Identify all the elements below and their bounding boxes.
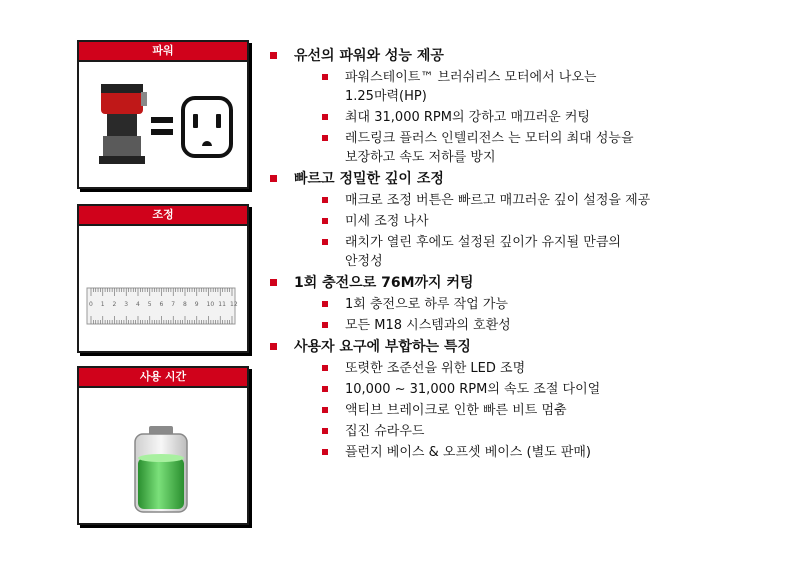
power-card [77, 40, 249, 189]
ruler-icon [79, 226, 243, 351]
router-equals-outlet-illustration [79, 62, 243, 187]
bullet-marker-icon [270, 175, 277, 182]
feature-item [270, 422, 770, 441]
feature-item-line: 최대 31,000 RPM의 강하고 매끄러운 커팅 [345, 110, 590, 125]
bullet-marker-icon [322, 386, 328, 392]
feature-item-line: 래치가 열린 후에도 설정된 깊이가 유지될 만큼의 [345, 235, 621, 250]
bullet-marker-icon [322, 365, 328, 371]
feature-item-line: 보장하고 속도 저하를 방지 [345, 150, 496, 165]
feature-item-line: 안정성 [345, 254, 383, 269]
svg-text:9: 9 [194, 301, 199, 308]
runtime-card-title: 사용 시간 [79, 368, 247, 388]
power-outlet-icon [183, 98, 231, 156]
feature-item-line: 레드링크 플러스 인텔리전스 는 모터의 최대 성능을 [345, 131, 634, 146]
bullet-marker-icon [322, 197, 328, 203]
svg-text:3: 3 [124, 301, 129, 308]
svg-text:5: 5 [147, 301, 152, 308]
feature-item-line: 또렷한 조준선을 위한 LED 조명 [345, 361, 526, 376]
power-card-title: 파워 [79, 42, 247, 62]
svg-text:6: 6 [159, 301, 164, 308]
feature-item-line: 매크로 조정 버튼은 빠르고 매끄러운 깊이 설정을 제공 [345, 193, 651, 208]
section-title: 빠르고 정밀한 깊이 조정 [294, 171, 444, 187]
feature-item [270, 233, 770, 271]
svg-text:1: 1 [100, 301, 105, 308]
feature-item-line: 파워스테이트™ 브러쉬리스 모터에서 나오는 [345, 70, 597, 85]
bullet-marker-icon [322, 301, 328, 307]
section-title: 1회 충전으로 76M까지 커팅 [294, 275, 474, 291]
section-title: 유선의 파워와 성능 제공 [294, 48, 444, 64]
adjust-card-title: 조정 [79, 206, 247, 226]
svg-text:12: 12 [230, 301, 238, 308]
svg-text:10: 10 [206, 301, 215, 308]
bullet-marker-icon [322, 407, 328, 413]
feature-item [270, 295, 770, 314]
feature-item [270, 212, 770, 231]
bullet-marker-icon [322, 322, 328, 328]
svg-text:4: 4 [136, 301, 140, 308]
feature-item [270, 401, 770, 420]
feature-item-line: 플런지 베이스 & 오프셋 베이스 (별도 판매) [345, 445, 592, 460]
bullet-marker-icon [270, 343, 277, 350]
bullet-marker-icon [270, 279, 277, 286]
adjust-card [77, 204, 249, 353]
equals-icon [151, 117, 173, 135]
bullet-marker-icon [270, 52, 277, 59]
bullet-marker-icon [322, 74, 328, 80]
bullet-marker-icon [322, 239, 328, 245]
svg-text:0: 0 [89, 301, 93, 308]
bullet-marker-icon [322, 449, 328, 455]
svg-text:7: 7 [171, 301, 176, 308]
bullet-marker-icon [322, 428, 328, 434]
feature-item [270, 316, 770, 335]
feature-item-line: 10,000 ~ 31,000 RPM의 속도 조절 다이얼 [345, 382, 601, 397]
feature-item-line: 집진 슈라우드 [345, 424, 425, 439]
svg-text:11: 11 [218, 301, 226, 308]
feature-item [270, 380, 770, 399]
feature-item [270, 129, 770, 167]
feature-item [270, 359, 770, 378]
svg-text:2: 2 [112, 301, 117, 308]
section-heading [270, 169, 770, 189]
bullet-marker-icon [322, 218, 328, 224]
section-title: 사용자 요구에 부합하는 특징 [294, 339, 471, 355]
section-heading [270, 46, 770, 66]
svg-text:8: 8 [183, 301, 187, 308]
runtime-card [77, 366, 249, 525]
battery-icon [79, 388, 243, 523]
feature-item-line: 1회 충전으로 하루 작업 가능 [345, 297, 508, 312]
section-heading [270, 337, 770, 357]
bullet-marker-icon [322, 114, 328, 120]
feature-item [270, 191, 770, 210]
bullet-marker-icon [322, 135, 328, 141]
section-heading [270, 273, 770, 293]
feature-item-line: 1.25마력(HP) [345, 89, 427, 104]
feature-item-line: 미세 조정 나사 [345, 214, 429, 229]
router-tool-icon [99, 84, 147, 164]
feature-list [270, 44, 770, 464]
feature-item [270, 108, 770, 127]
feature-item-line: 액티브 브레이크로 인한 빠른 비트 멈춤 [345, 403, 567, 418]
feature-item [270, 443, 770, 462]
feature-item [270, 68, 770, 106]
feature-item-line: 모든 M18 시스템과의 호환성 [345, 318, 511, 333]
